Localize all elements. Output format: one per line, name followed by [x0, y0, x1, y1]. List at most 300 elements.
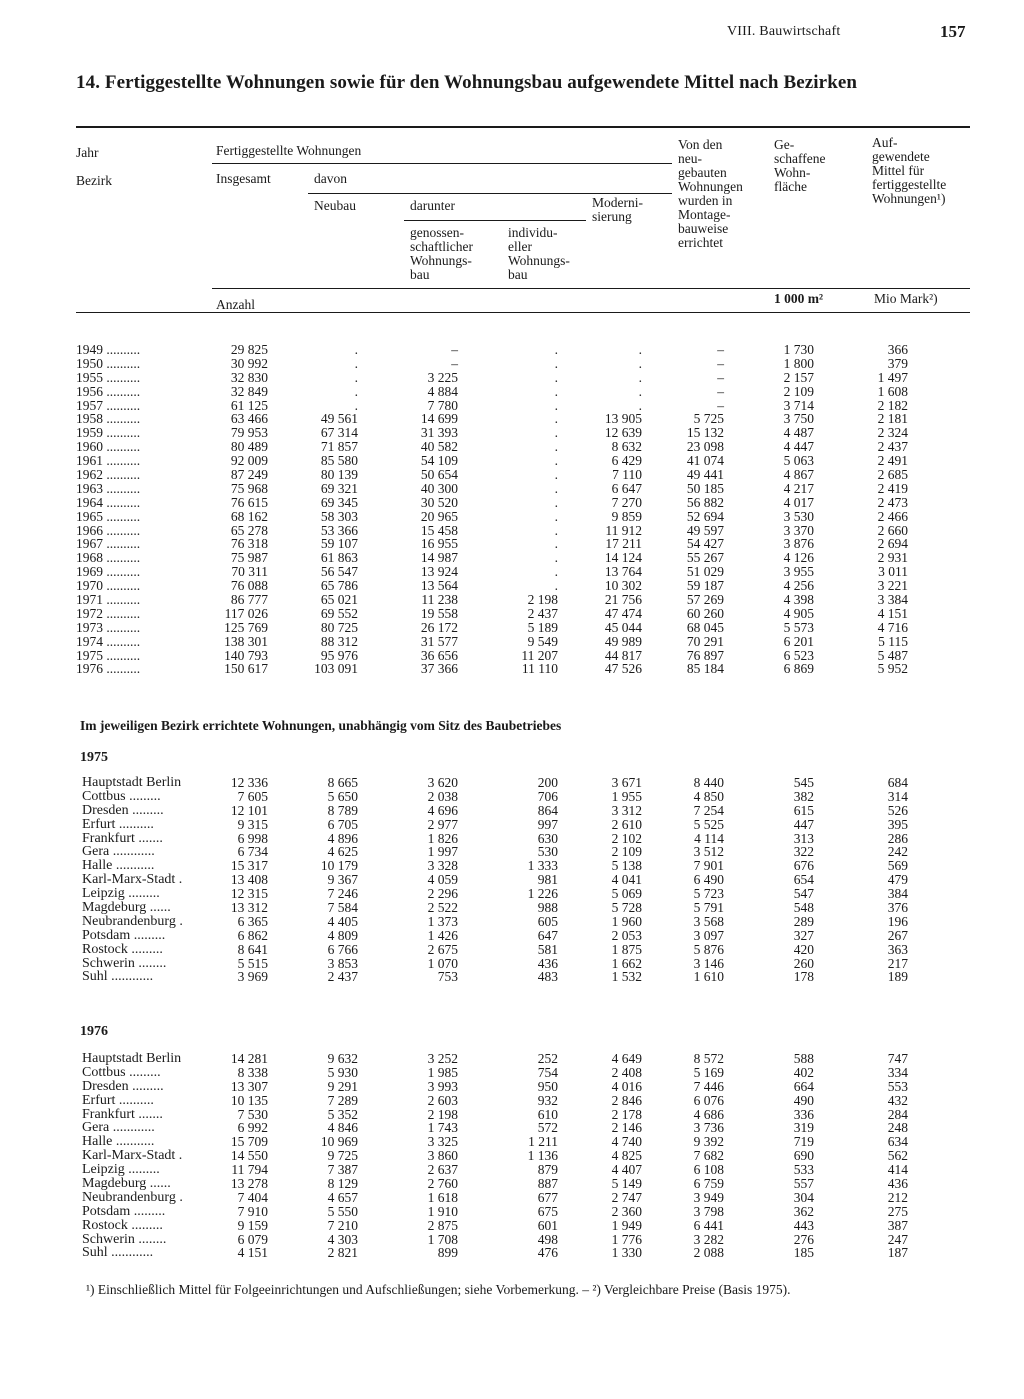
cell-insgesamt: 9 159 — [237, 1217, 268, 1233]
cell-mittel: 395 — [887, 816, 908, 832]
cell-modernisierung: 7 110 — [612, 467, 642, 483]
cell-wohnflaeche: 588 — [793, 1051, 814, 1066]
row-label: Dresden ......... — [82, 803, 164, 818]
table-row — [0, 510, 1024, 524]
cell-neubau: 49 561 — [320, 411, 358, 427]
cell-mittel: 284 — [887, 1106, 908, 1122]
cell-neubau: 58 303 — [320, 508, 358, 524]
cell-mittel: 2 685 — [877, 467, 908, 483]
cell-mittel: 196 — [887, 913, 908, 929]
cell-neubau: 4 896 — [327, 830, 358, 846]
table-row — [0, 776, 1024, 790]
cell-genossenschaftlich: 4 696 — [427, 802, 458, 818]
cell-neubau: 80 139 — [320, 467, 358, 483]
cell-wohnflaeche: 676 — [793, 858, 814, 874]
cell-mittel: 2 182 — [877, 397, 908, 413]
cell-genossenschaftlich: 15 458 — [420, 522, 458, 538]
cell-insgesamt: 4 151 — [237, 1245, 268, 1261]
cell-montagebauweise: 4 850 — [693, 788, 724, 804]
table-row — [0, 662, 1024, 676]
cell-neubau: . — [354, 383, 358, 399]
cell-modernisierung: . — [638, 342, 642, 357]
cell-individuell: 530 — [537, 844, 558, 860]
cell-genossenschaftlich: 13 564 — [420, 578, 458, 594]
cell-wohnflaeche: 6 523 — [783, 647, 814, 663]
cell-wohnflaeche: 690 — [793, 1148, 814, 1164]
table-row — [0, 426, 1024, 440]
cell-modernisierung: 2 846 — [611, 1092, 642, 1108]
cell-wohnflaeche: 3 876 — [783, 536, 814, 552]
cell-individuell: . — [554, 508, 558, 524]
cell-individuell: 436 — [537, 955, 558, 971]
cell-insgesamt: 80 489 — [230, 439, 268, 455]
cell-modernisierung: 1 875 — [611, 941, 642, 957]
cell-mittel: 247 — [887, 1231, 908, 1247]
cell-genossenschaftlich: 1 910 — [427, 1203, 458, 1219]
cell-modernisierung: 6 429 — [611, 453, 642, 469]
cell-mittel: 2 324 — [877, 425, 908, 441]
row-label: 1963 .......... — [76, 481, 141, 496]
cell-modernisierung: . — [638, 383, 642, 399]
row-label: Leipzig ......... — [82, 1163, 160, 1178]
cell-neubau: 4 405 — [327, 913, 358, 929]
cell-individuell: 1 333 — [527, 858, 558, 874]
cell-montagebauweise: 3 282 — [693, 1231, 724, 1247]
cell-insgesamt: 6 992 — [237, 1120, 268, 1136]
unit-flaeche: 1 000 m² — [774, 291, 824, 306]
cell-wohnflaeche: 4 487 — [783, 425, 814, 441]
cell-individuell: 706 — [537, 788, 558, 804]
cell-modernisierung: 13 905 — [604, 411, 642, 427]
header-darunter: darunter — [410, 198, 455, 213]
cell-neubau: 59 107 — [320, 536, 358, 552]
table-row — [0, 957, 1024, 971]
cell-wohnflaeche: 3 955 — [783, 564, 814, 580]
cell-individuell: . — [554, 522, 558, 538]
cell-insgesamt: 32 849 — [230, 383, 268, 399]
cell-mittel: 189 — [887, 969, 908, 985]
row-label: Suhl ............ — [82, 970, 154, 985]
cell-neubau: 4 809 — [327, 927, 358, 943]
row-label: Erfurt .......... — [82, 1093, 154, 1108]
cell-individuell: . — [554, 439, 558, 455]
cell-wohnflaeche: 289 — [793, 913, 814, 929]
cell-montagebauweise: – — [717, 342, 724, 357]
cell-mittel: 2 419 — [877, 480, 908, 496]
row-label: 1965 .......... — [76, 509, 141, 524]
cell-mittel: 5 952 — [877, 661, 908, 677]
cell-insgesamt: 13 312 — [230, 900, 268, 916]
cell-mittel: 1 608 — [877, 383, 908, 399]
row-label: 1958 .......... — [76, 412, 141, 427]
cell-montagebauweise: 15 132 — [686, 425, 724, 441]
cell-montagebauweise: 3 798 — [693, 1203, 724, 1219]
cell-montagebauweise: 7 682 — [693, 1148, 724, 1164]
cell-individuell: . — [554, 397, 558, 413]
cell-individuell: 887 — [537, 1176, 558, 1192]
cell-insgesamt: 63 466 — [230, 411, 268, 427]
cell-individuell: 2 198 — [527, 592, 558, 608]
cell-insgesamt: 76 615 — [230, 494, 268, 510]
cell-neubau: 4 303 — [327, 1231, 358, 1247]
cell-mittel: 3 011 — [878, 564, 908, 580]
cell-modernisierung: 1 955 — [611, 788, 642, 804]
year-heading-1976: 1976 — [80, 1024, 108, 1039]
cell-modernisierung: 4 041 — [611, 872, 642, 888]
header-insgesamt: Insgesamt — [216, 171, 271, 186]
cell-wohnflaeche: 178 — [793, 969, 814, 985]
table-row — [0, 1108, 1024, 1122]
cell-individuell: . — [554, 342, 558, 357]
cell-insgesamt: 79 953 — [230, 425, 268, 441]
cell-wohnflaeche: 1 800 — [783, 355, 814, 371]
cell-mittel: 242 — [887, 844, 908, 860]
cell-wohnflaeche: 4 217 — [783, 480, 814, 496]
cell-wohnflaeche: 548 — [793, 900, 814, 916]
cell-insgesamt: 138 301 — [224, 633, 268, 649]
cell-insgesamt: 117 026 — [224, 605, 268, 621]
cell-individuell: . — [554, 480, 558, 496]
cell-individuell: . — [554, 369, 558, 385]
cell-mittel: 2 491 — [877, 453, 908, 469]
page-number: 157 — [940, 22, 966, 41]
cell-mittel: 2 931 — [877, 550, 908, 566]
cell-insgesamt: 6 365 — [237, 913, 268, 929]
cell-individuell: 610 — [537, 1106, 558, 1122]
cell-individuell: 879 — [537, 1162, 558, 1178]
row-label: 1962 .......... — [76, 468, 141, 482]
cell-modernisierung: 5 138 — [611, 858, 642, 874]
cell-modernisierung: 2 408 — [611, 1064, 642, 1080]
cell-genossenschaftlich: 13 924 — [420, 564, 458, 580]
cell-genossenschaftlich: 50 654 — [420, 467, 458, 483]
cell-modernisierung: 3 312 — [611, 802, 642, 818]
cell-montagebauweise: 85 184 — [686, 661, 724, 677]
cell-modernisierung: 10 302 — [604, 578, 642, 594]
cell-modernisierung: 1 949 — [611, 1217, 642, 1233]
cell-wohnflaeche: 3 530 — [783, 508, 814, 524]
cell-neubau: 10 179 — [320, 858, 358, 874]
cell-insgesamt: 75 987 — [230, 550, 268, 566]
table-row — [0, 1205, 1024, 1219]
row-label: Cottbus ......... — [82, 789, 161, 804]
cell-genossenschaftlich: 1 826 — [427, 830, 458, 846]
cell-insgesamt: 13 307 — [230, 1078, 268, 1094]
cell-genossenschaftlich: 2 603 — [427, 1092, 458, 1108]
cell-mittel: 2 437 — [877, 439, 908, 455]
table-row — [0, 607, 1024, 621]
cell-neubau: 4 657 — [327, 1189, 358, 1205]
cell-individuell: . — [554, 355, 558, 371]
cell-wohnflaeche: 319 — [793, 1120, 814, 1136]
row-label: 1949 .......... — [76, 343, 141, 357]
row-label: Gera ............ — [82, 845, 155, 860]
table-row — [0, 1052, 1024, 1066]
cell-insgesamt: 92 009 — [230, 453, 268, 469]
cell-insgesamt: 13 408 — [230, 872, 268, 888]
cell-insgesamt: 5 515 — [237, 955, 268, 971]
cell-genossenschaftlich: 1 426 — [427, 927, 458, 943]
cell-montagebauweise: 68 045 — [686, 619, 724, 635]
cell-neubau: 9 367 — [327, 872, 358, 888]
table-row — [0, 482, 1024, 496]
cell-individuell: 11 207 — [521, 647, 558, 663]
cell-neubau: 5 550 — [327, 1203, 358, 1219]
rule-under-davon — [308, 193, 672, 194]
cell-montagebauweise: 5 725 — [693, 411, 724, 427]
cell-modernisierung: 47 474 — [604, 605, 642, 621]
cell-modernisierung: 2 178 — [611, 1106, 642, 1122]
cell-insgesamt: 7 530 — [237, 1106, 268, 1122]
cell-montagebauweise: 51 029 — [686, 564, 724, 580]
cell-mittel: 217 — [887, 955, 908, 971]
cell-insgesamt: 32 830 — [230, 369, 268, 385]
cell-wohnflaeche: 382 — [793, 788, 814, 804]
cell-modernisierung: 4 649 — [611, 1051, 642, 1066]
cell-insgesamt: 75 968 — [230, 480, 268, 496]
cell-insgesamt: 12 336 — [230, 775, 268, 790]
header-fertiggestellte: Fertiggestellte Wohnungen — [216, 143, 362, 158]
cell-wohnflaeche: 5 063 — [783, 453, 814, 469]
cell-genossenschaftlich: 19 558 — [420, 605, 458, 621]
cell-neubau: 61 863 — [320, 550, 358, 566]
row-label: 1971 .......... — [76, 593, 141, 607]
cell-modernisierung: 2 610 — [611, 816, 642, 832]
cell-mittel: 387 — [887, 1217, 908, 1233]
cell-modernisierung: 1 960 — [611, 913, 642, 929]
cell-genossenschaftlich: 30 520 — [420, 494, 458, 510]
cell-individuell: . — [554, 383, 558, 399]
table-row — [0, 1233, 1024, 1247]
table-row — [0, 537, 1024, 551]
cell-modernisierung: 1 330 — [611, 1245, 642, 1261]
cell-montagebauweise: 6 108 — [693, 1162, 724, 1178]
table-row — [0, 845, 1024, 859]
cell-wohnflaeche: 3 750 — [783, 411, 814, 427]
cell-insgesamt: 12 101 — [230, 802, 268, 818]
cell-genossenschaftlich: 3 993 — [427, 1078, 458, 1094]
cell-modernisierung: 5 069 — [611, 886, 642, 902]
cell-montagebauweise: 56 882 — [686, 494, 724, 510]
cell-individuell: . — [554, 578, 558, 594]
table-row — [0, 1094, 1024, 1108]
cell-genossenschaftlich: 899 — [437, 1245, 458, 1261]
cell-mittel: 334 — [887, 1064, 908, 1080]
cell-neubau: 65 021 — [320, 592, 358, 608]
cell-insgesamt: 76 318 — [230, 536, 268, 552]
cell-modernisierung: 7 270 — [611, 494, 642, 510]
cell-montagebauweise: 23 098 — [686, 439, 724, 455]
cell-wohnflaeche: 402 — [793, 1064, 814, 1080]
row-label: 1972 .......... — [76, 606, 141, 621]
cell-neubau: 7 246 — [327, 886, 358, 902]
cell-insgesamt: 6 734 — [237, 844, 268, 860]
cell-neubau: 9 725 — [327, 1148, 358, 1164]
cell-neubau: 6 766 — [327, 941, 358, 957]
cell-genossenschaftlich: 3 620 — [427, 775, 458, 790]
row-label: Frankfurt ....... — [82, 1107, 163, 1122]
cell-insgesamt: 29 825 — [230, 342, 268, 357]
cell-genossenschaftlich: 2 637 — [427, 1162, 458, 1178]
table-row — [0, 887, 1024, 901]
cell-wohnflaeche: 545 — [793, 775, 814, 790]
row-label: Erfurt .......... — [82, 817, 154, 832]
cell-montagebauweise: 5 169 — [693, 1064, 724, 1080]
cell-individuell: 1 226 — [527, 886, 558, 902]
cell-genossenschaftlich: 1 997 — [427, 844, 458, 860]
cell-individuell: . — [554, 453, 558, 469]
section-heading: Im jeweiligen Bezirk errichtete Wohnungen, unabhängig vom Sitz des Baubetriebes — [80, 718, 562, 733]
cell-mittel: 384 — [887, 886, 908, 902]
cell-modernisierung: . — [638, 397, 642, 413]
header-neubau: Neubau — [314, 198, 356, 213]
row-label: Potsdam ......... — [82, 928, 166, 943]
row-label: Karl-Marx-Stadt . — [82, 873, 183, 888]
row-label: 1967 .......... — [76, 537, 141, 552]
cell-neubau: 8 789 — [327, 802, 358, 818]
cell-modernisierung: 1 776 — [611, 1231, 642, 1247]
cell-individuell: 864 — [537, 802, 558, 818]
cell-mittel: 2 694 — [877, 536, 908, 552]
cell-wohnflaeche: 336 — [793, 1106, 814, 1122]
cell-genossenschaftlich: 2 198 — [427, 1106, 458, 1122]
cell-genossenschaftlich: 2 977 — [427, 816, 458, 832]
cell-modernisierung: 2 109 — [611, 844, 642, 860]
cell-genossenschaftlich: 3 860 — [427, 1148, 458, 1164]
cell-mittel: 432 — [887, 1092, 908, 1108]
cell-montagebauweise: 57 269 — [686, 592, 724, 608]
cell-genossenschaftlich: 1 070 — [427, 955, 458, 971]
header-wohnflaeche: Ge- schaffene Wohn- fläche — [774, 137, 826, 194]
table-row — [0, 1135, 1024, 1149]
cell-genossenschaftlich: 2 296 — [427, 886, 458, 902]
table-row — [0, 635, 1024, 649]
table-row — [0, 454, 1024, 468]
cell-mittel: 248 — [887, 1120, 908, 1136]
table-row — [0, 818, 1024, 832]
row-label: 1974 .......... — [76, 634, 141, 649]
cell-individuell: 2 437 — [527, 605, 558, 621]
cell-neubau: 7 584 — [327, 900, 358, 916]
cell-montagebauweise: 7 254 — [693, 802, 724, 818]
cell-montagebauweise: 55 267 — [686, 550, 724, 566]
cell-individuell: 647 — [537, 927, 558, 943]
cell-individuell: . — [554, 564, 558, 580]
row-label: 1959 .......... — [76, 426, 141, 441]
header-individuell: individu- eller Wohnungs- bau — [508, 225, 570, 282]
row-label: 1950 .......... — [76, 356, 141, 371]
cell-insgesamt: 12 315 — [230, 886, 268, 902]
top-rule — [76, 126, 970, 128]
cell-montagebauweise: 5 525 — [693, 816, 724, 832]
row-label: 1975 .......... — [76, 648, 141, 663]
cell-neubau: 7 289 — [327, 1092, 358, 1108]
header-jahr: Jahr — [76, 145, 99, 160]
cell-neubau: . — [354, 355, 358, 371]
cell-montagebauweise: 52 694 — [686, 508, 724, 524]
cell-insgesamt: 10 135 — [230, 1092, 268, 1108]
cell-modernisierung: 3 671 — [611, 775, 642, 790]
cell-genossenschaftlich: 14 699 — [420, 411, 458, 427]
cell-neubau: 5 930 — [327, 1064, 358, 1080]
cell-insgesamt: 150 617 — [224, 661, 268, 677]
rule-below-units — [76, 312, 970, 313]
cell-wohnflaeche: 322 — [793, 844, 814, 860]
cell-insgesamt: 86 777 — [230, 592, 268, 608]
cell-genossenschaftlich: 2 038 — [427, 788, 458, 804]
cell-mittel: 314 — [887, 788, 908, 804]
row-label: Schwerin ........ — [82, 1232, 167, 1247]
cell-mittel: 2 473 — [877, 494, 908, 510]
cell-wohnflaeche: 4 867 — [783, 467, 814, 483]
cell-montagebauweise: 59 187 — [686, 578, 724, 594]
row-label: Karl-Marx-Stadt . — [82, 1149, 183, 1164]
cell-wohnflaeche: 3 714 — [783, 397, 814, 413]
table-row — [0, 832, 1024, 846]
cell-neubau: 88 312 — [320, 633, 358, 649]
cell-genossenschaftlich: 16 955 — [420, 536, 458, 552]
cell-wohnflaeche: 185 — [793, 1245, 814, 1261]
table-row — [0, 565, 1024, 579]
header-mittel: Auf- gewendete Mittel für fertiggestellte Wohnungen¹) — [872, 135, 947, 206]
cell-montagebauweise: 3 949 — [693, 1189, 724, 1205]
cell-mittel: 5 115 — [878, 633, 908, 649]
rule-under-fertiggestellte — [212, 163, 672, 164]
table-row — [0, 1191, 1024, 1205]
cell-modernisierung: 8 632 — [611, 439, 642, 455]
cell-insgesamt: 14 281 — [230, 1051, 268, 1066]
cell-mittel: 267 — [887, 927, 908, 943]
unit-mittel: Mio Mark²) — [874, 291, 938, 306]
cell-mittel: 3 221 — [877, 578, 908, 594]
table-row — [0, 412, 1024, 426]
cell-mittel: 275 — [887, 1203, 908, 1219]
cell-genossenschaftlich: 2 875 — [427, 1217, 458, 1233]
table-row — [0, 496, 1024, 510]
cell-neubau: 5 352 — [327, 1106, 358, 1122]
row-label: 1966 .......... — [76, 523, 141, 538]
cell-wohnflaeche: 6 201 — [783, 633, 814, 649]
table-row — [0, 929, 1024, 943]
cell-mittel: 187 — [887, 1245, 908, 1261]
cell-mittel: 379 — [887, 355, 908, 371]
cell-modernisierung: 2 747 — [611, 1189, 642, 1205]
row-label: Potsdam ......... — [82, 1204, 166, 1219]
table-row — [0, 790, 1024, 804]
cell-mittel: 3 384 — [877, 592, 908, 608]
cell-genossenschaftlich: 4 884 — [427, 383, 458, 399]
cell-insgesamt: 68 162 — [230, 508, 268, 524]
cell-modernisierung: 21 756 — [604, 592, 642, 608]
cell-wohnflaeche: 654 — [793, 872, 814, 888]
cell-individuell: 981 — [537, 872, 558, 888]
cell-neubau: 95 976 — [320, 647, 358, 663]
cell-wohnflaeche: 4 256 — [783, 578, 814, 594]
cell-wohnflaeche: 664 — [793, 1078, 814, 1094]
cell-neubau: 10 969 — [320, 1134, 358, 1150]
cell-modernisierung: 4 016 — [611, 1078, 642, 1094]
cell-wohnflaeche: 615 — [793, 802, 814, 818]
cell-individuell: 932 — [537, 1092, 558, 1108]
table-row — [0, 1177, 1024, 1191]
years-table — [0, 343, 1024, 676]
running-head: VIII. Bauwirtschaft — [727, 24, 841, 39]
cell-genossenschaftlich: 753 — [437, 969, 458, 985]
cell-modernisierung: 2 146 — [611, 1120, 642, 1136]
table-row — [0, 1121, 1024, 1135]
header-bezirk: Bezirk — [76, 173, 112, 188]
cell-wohnflaeche: 304 — [793, 1189, 814, 1205]
